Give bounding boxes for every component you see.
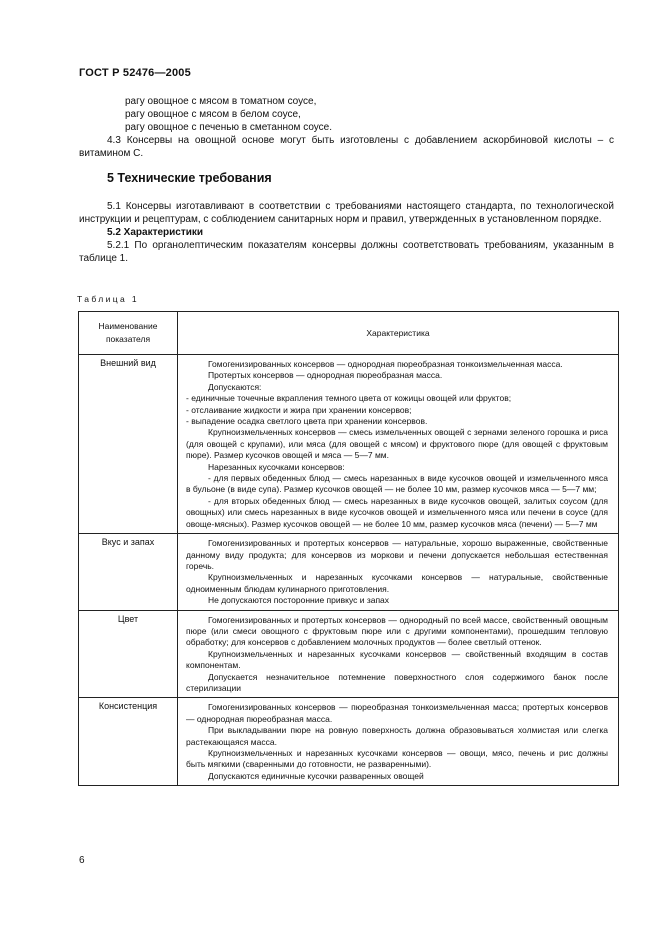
list-item: рагу овощное с печенью в сметанном соусе.	[125, 122, 333, 133]
row-line: Гомогенизированных и протертых консервов — однородный по всей массе, свойственный овощным пюре (или смеси овощного с фруктовым пюре или с другими компонентами), прошедшим тепловую обработку; для консервов с добавлением молочных продуктов — более светлый оттенок.	[186, 614, 608, 648]
row-line: - единичные точечные вкрапления темного цвета от кожицы овощей или фруктов;	[186, 393, 512, 404]
header-text: показателя	[105, 334, 151, 344]
row-line: Крупноизмельченных и нарезанных кусочками консервов — овощи, мясо, печень и рис должны быть мягкими (сваренными до готовности, не разваренными).	[186, 748, 608, 770]
header-text: Наименование	[98, 321, 158, 331]
paragraph-5-2-1: 5.2.1 По органолептическим показателям консервы должны соответствовать требованиям, указанным в таблице 1.	[79, 240, 614, 264]
row-line: Гомогенизированных и протертых консервов — натуральные, хорошо выраженные, свойственные данному виду продукта; для консервов из моркови и печени допускается небольшая естественная горечь.	[186, 538, 608, 571]
row-content	[178, 355, 618, 533]
row-line: - отслаивание жидкости и жира при хранении консервов;	[186, 404, 412, 415]
row-line: Крупноизмельченных и нарезанных кусочками консервов — натуральные, свойственные одноименным блюдам кулинарного приготовления.	[186, 572, 608, 594]
subsection-heading: 5.2 Характеристики	[107, 227, 204, 238]
row-line: Гомогенизированных консервов — пюреобразная тонкоизмельченная масса; протертых консервов — однородная пюреобразная масса.	[186, 702, 608, 724]
table-row	[79, 355, 618, 534]
table-row	[79, 534, 618, 610]
header-cell-characteristic: Характеристика	[366, 328, 430, 338]
row-label: Вкус и запах	[79, 534, 178, 609]
row-line: Гомогенизированных консервов — однородная пюреобразная тонкоизмельченная масса.	[208, 359, 563, 369]
row-line: Допускается незначительное потемнение поверхностного слоя содержимого банок после стерилизации	[186, 671, 608, 693]
row-line: Крупноизмельченных консервов — смесь измельченных овощей с зернами зеленого горошка и риса (для овощей с крупами), или мяса (для овощей с мясом) и фруктового пюре (для овощей с фруктовым пюре). Размер кусочков овощей и мяса — 5—7 мм.	[186, 427, 608, 461]
row-label: Цвет	[79, 611, 178, 698]
paragraph-4-3: 4.3 Консервы на овощной основе могут быть изготовлены с добавлением аскорбиновой кислоты – с витамином С.	[79, 135, 614, 159]
document-header: ГОСТ Р 52476—2005	[79, 67, 191, 79]
row-line: Не допускаются посторонние привкус и запах	[208, 595, 390, 606]
row-label: Внешний вид	[79, 355, 178, 533]
row-line: Допускаются:	[208, 381, 262, 392]
row-label: Консистенция	[79, 698, 178, 785]
table-row	[79, 611, 618, 699]
row-line: - выпадение осадка светлого цвета при хранении консервов.	[186, 416, 428, 427]
header-cell-indicator	[79, 312, 178, 354]
row-line: Крупноизмельченных и нарезанных кусочками консервов — свойственный входящим в состав компонентам.	[186, 648, 608, 671]
row-content	[178, 698, 618, 785]
row-line: - для вторых обеденных блюд — смесь нарезанных в виде кусочков овощей, залитых соусом (для овощных) или смесь нарезанных в виде кусочков овощей и измельченного мяса или печени в соусе (для овоще-мясных). Размер кусочков овощей — не более 10 мм, размер кусочков мяса (печени) — 5—7 мм	[186, 495, 608, 529]
paragraph-5-1: 5.1 Консервы изготавливают в соответствии с требованиями настоящего стандарта, по технологической инструкции и рецептурам, с соблюдением санитарных норм и правил, утвержденных в установленном порядке.	[79, 201, 614, 225]
row-line: При выкладывании пюре на ровную поверхность должна образовываться холмистая или слегка растекающаяся масса.	[186, 725, 608, 747]
intro-block	[79, 95, 614, 160]
row-line: - для первых обеденных блюд — смесь нарезанных в виде кусочков овощей и измельченного мяса в бульоне (в виде супа). Размер кусочков овощей — не более 10 мм, размер кусочков мяса — 5—7 мм;	[186, 473, 608, 495]
row-content	[178, 534, 618, 609]
row-line: Протертых консервов — однородная пюреобразная масса.	[208, 370, 443, 381]
table-row	[79, 698, 618, 785]
row-line: Нарезанных кусочками консервов:	[208, 461, 345, 472]
row-content	[178, 611, 618, 698]
table-caption: Таблица 1	[77, 294, 140, 304]
page-number: 6	[79, 855, 85, 866]
section-body	[79, 200, 614, 265]
list-item: рагу овощное с мясом в белом соусе,	[125, 109, 301, 120]
characteristics-table	[78, 311, 619, 786]
section-title: 5 Технические требования	[107, 171, 272, 185]
table-header	[79, 312, 618, 355]
list-item: рагу овощное с мясом в томатном соусе,	[125, 96, 317, 107]
row-line: Допускаются единичные кусочки разваренных овощей	[208, 770, 424, 781]
